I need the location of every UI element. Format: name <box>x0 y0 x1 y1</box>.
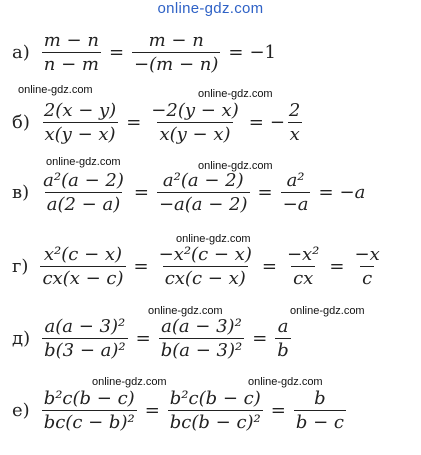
fraction <box>275 316 291 361</box>
equals-sign: = <box>329 256 345 277</box>
equation-row-d <box>12 316 293 361</box>
denominator: x(y − x) <box>44 124 116 145</box>
numerator: b²c(b − c) <box>169 388 261 409</box>
watermark: online-gdz.com <box>92 376 167 388</box>
numerator: a(a − 3)² <box>44 316 126 337</box>
watermark: online-gdz.com <box>290 305 365 317</box>
fraction <box>41 170 126 215</box>
numerator: x²(c − x) <box>43 244 123 265</box>
fraction <box>42 30 101 75</box>
numerator: a²(a − 2) <box>43 170 124 191</box>
fraction <box>159 316 245 361</box>
numerator: −2(y − x) <box>151 100 239 121</box>
denominator: x(y − x) <box>159 124 231 145</box>
equals-sign: = <box>144 400 160 421</box>
watermark: online-gdz.com <box>148 305 223 317</box>
watermark: online-gdz.com <box>46 156 121 168</box>
numerator: 2 <box>288 100 301 121</box>
watermark: online-gdz.com <box>198 160 273 172</box>
equation-row-g <box>12 244 384 289</box>
equals-sign: = <box>318 182 334 203</box>
equals-sign: = <box>261 256 277 277</box>
fraction <box>287 100 302 145</box>
result: −1 <box>249 42 277 63</box>
equals-sign: = <box>126 112 142 133</box>
fraction <box>149 100 240 145</box>
denominator: b <box>277 340 289 361</box>
minus-sign: − <box>269 112 285 133</box>
fraction <box>157 244 254 289</box>
row-label: а) <box>12 42 30 63</box>
watermark-top: online-gdz.com <box>157 0 264 17</box>
row-label: в) <box>12 182 30 203</box>
fraction <box>42 388 137 433</box>
fraction <box>157 170 250 215</box>
denominator: cx(c − x) <box>164 268 246 289</box>
equals-sign: = <box>270 400 286 421</box>
denominator: x <box>289 124 300 145</box>
watermark: online-gdz.com <box>248 376 323 388</box>
fraction <box>42 316 128 361</box>
fraction <box>294 388 346 433</box>
denominator: cx(x − c) <box>42 268 124 289</box>
numerator: a²(a − 2) <box>162 170 244 191</box>
denominator: bc(b − c)² <box>169 412 261 433</box>
row-label: г) <box>12 256 29 277</box>
equation-row-b <box>12 100 304 145</box>
numerator: a(a − 3)² <box>161 316 242 337</box>
equation-row-a <box>12 30 276 75</box>
numerator: b <box>314 388 326 409</box>
denominator: a(2 − a) <box>46 194 121 215</box>
row-label: д) <box>12 328 31 349</box>
denominator: n − m <box>43 54 99 75</box>
row-label: е) <box>12 400 30 421</box>
denominator: −a <box>282 194 309 215</box>
numerator: m − n <box>148 30 204 51</box>
equals-sign: = <box>108 42 125 63</box>
numerator: 2(x − y) <box>43 100 117 121</box>
watermark: online-gdz.com <box>176 233 251 245</box>
numerator: m − n <box>43 30 99 51</box>
equals-sign: = <box>257 182 273 203</box>
numerator: a² <box>286 170 305 191</box>
numerator: −x <box>354 244 380 265</box>
fraction <box>42 100 118 145</box>
equation-row-v <box>12 170 365 215</box>
fraction <box>168 388 263 433</box>
equals-sign: = <box>228 42 244 63</box>
equals-sign: = <box>133 256 149 277</box>
fraction <box>132 30 220 75</box>
numerator: a <box>277 316 289 337</box>
equals-sign: = <box>133 182 149 203</box>
denominator: c <box>362 268 373 289</box>
equals-sign: = <box>135 328 151 349</box>
equals-sign: = <box>248 112 264 133</box>
denominator: b − c <box>295 412 345 433</box>
denominator: −a(a − 2) <box>158 194 248 215</box>
watermark: online-gdz.com <box>198 88 273 100</box>
numerator: b²c(b − c) <box>43 388 135 409</box>
denominator: bc(c − b)² <box>43 412 135 433</box>
equation-row-e <box>12 388 348 433</box>
numerator: −x² <box>286 244 320 265</box>
denominator: cx <box>293 268 314 289</box>
fraction <box>285 244 321 289</box>
watermark: online-gdz.com <box>18 84 93 96</box>
numerator: −x²(c − x) <box>158 244 252 265</box>
fraction <box>281 170 311 215</box>
denominator: b(a − 3)² <box>160 340 243 361</box>
result: −a <box>339 182 366 203</box>
denominator: b(3 − a)² <box>44 340 126 361</box>
fraction <box>353 244 382 289</box>
fraction <box>40 244 125 289</box>
denominator: −(m − n) <box>134 54 219 75</box>
equals-sign: = <box>252 328 268 349</box>
row-label: б) <box>12 112 30 133</box>
